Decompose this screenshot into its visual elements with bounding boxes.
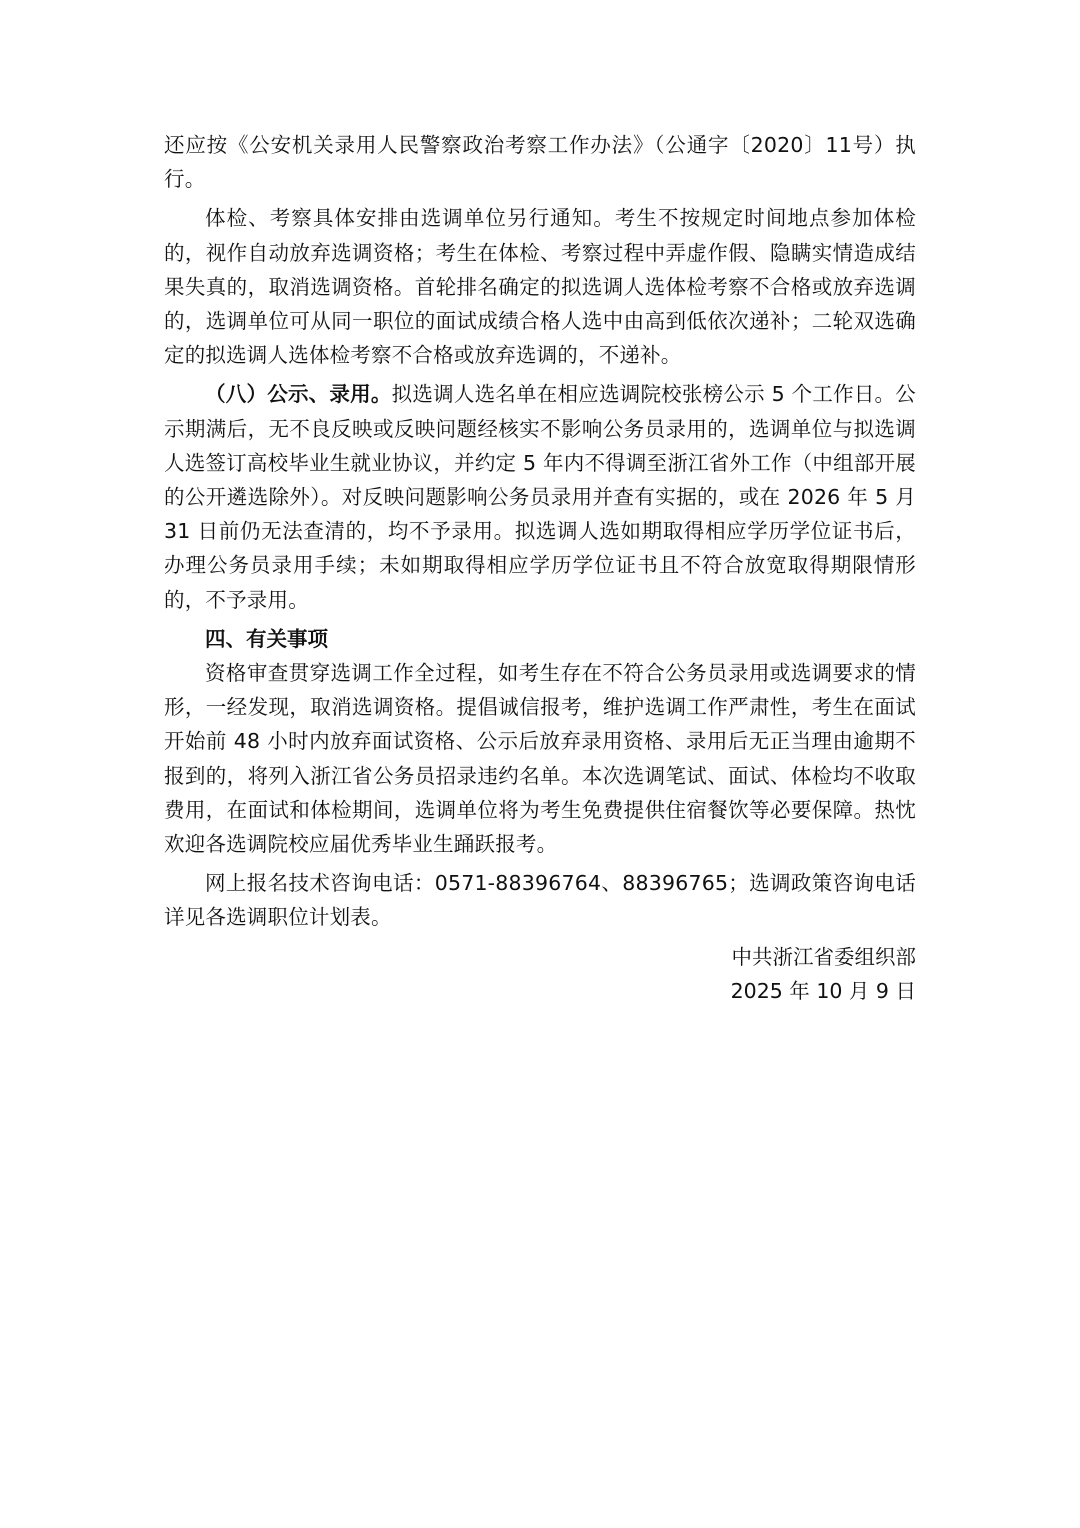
section-heading-related-matters: 四、有关事项 bbox=[205, 626, 328, 651]
paragraph-publicity-hiring-body: 拟选调人选名单在相应选调院校张榜公示 5 个工作日。公示期满后，无不良反映或反映问题经核实不影响公务员录用的，选调单位与拟选调人选签订高校毕业生就业协议，并约定 5 年内不得调至浙江省外工作（中组部开展的公开遴选除外）。对反映问题影响公务员录用并查有实据的，或在 2026 年 5 月 31 日前仍无法查清的，均不予录用。拟选调人选如期取得相应学历学位证书后，办理公务员录用手续；未如期取得相应学历学位证书且不符合放宽取得期限情形的，不予录用。 bbox=[164, 382, 916, 612]
paragraph-police-political-review: 还应按《公安机关录用人民警察政治考察工作办法》（公通字〔2020〕11号）执行。 bbox=[164, 133, 916, 192]
signature-organization: 中共浙江省委组织部 bbox=[731, 944, 916, 969]
subsection-title-publicity-hiring: （八）公示、录用。 bbox=[205, 382, 392, 407]
document-body bbox=[164, 128, 916, 1008]
signature-date: 2025 年 10 月 9 日 bbox=[730, 978, 916, 1003]
paragraph-physical-exam-review: 体检、考察具体安排由选调单位另行通知。考生不按规定时间地点参加体检的，视作自动放弃选调资格；考生在体检、考察过程中弄虚作假、隐瞒实情造成结果失真的，取消选调资格。首轮排名确定的拟选调人选体检考察不合格或放弃选调的，选调单位可从同一职位的面试成绩合格人选中由高到低依次递补；二轮双选确定的拟选调人选体检考察不合格或放弃选调的，不递补。 bbox=[164, 206, 916, 368]
paragraph-qualification-review: 资格审查贯穿选调工作全过程，如考生存在不符合公务员录用或选调要求的情形，一经发现，取消选调资格。提倡诚信报考，维护选调工作严肃性，考生在面试开始前 48 小时内放弃面试资格、公示后放弃录用资格、录用后无正当理由逾期不报到的，将列入浙江省公务员招录违约名单。本次选调笔试、面试、体检均不收取费用，在面试和体检期间，选调单位将为考生免费提供住宿餐饮等必要保障。热忱欢迎各选调院校应届优秀毕业生踊跃报考。 bbox=[164, 661, 916, 857]
paragraph-contact-phone: 网上报名技术咨询电话：0571-88396764、88396765；选调政策咨询电话详见各选调职位计划表。 bbox=[164, 871, 916, 930]
paragraph-publicity-hiring bbox=[164, 377, 916, 616]
